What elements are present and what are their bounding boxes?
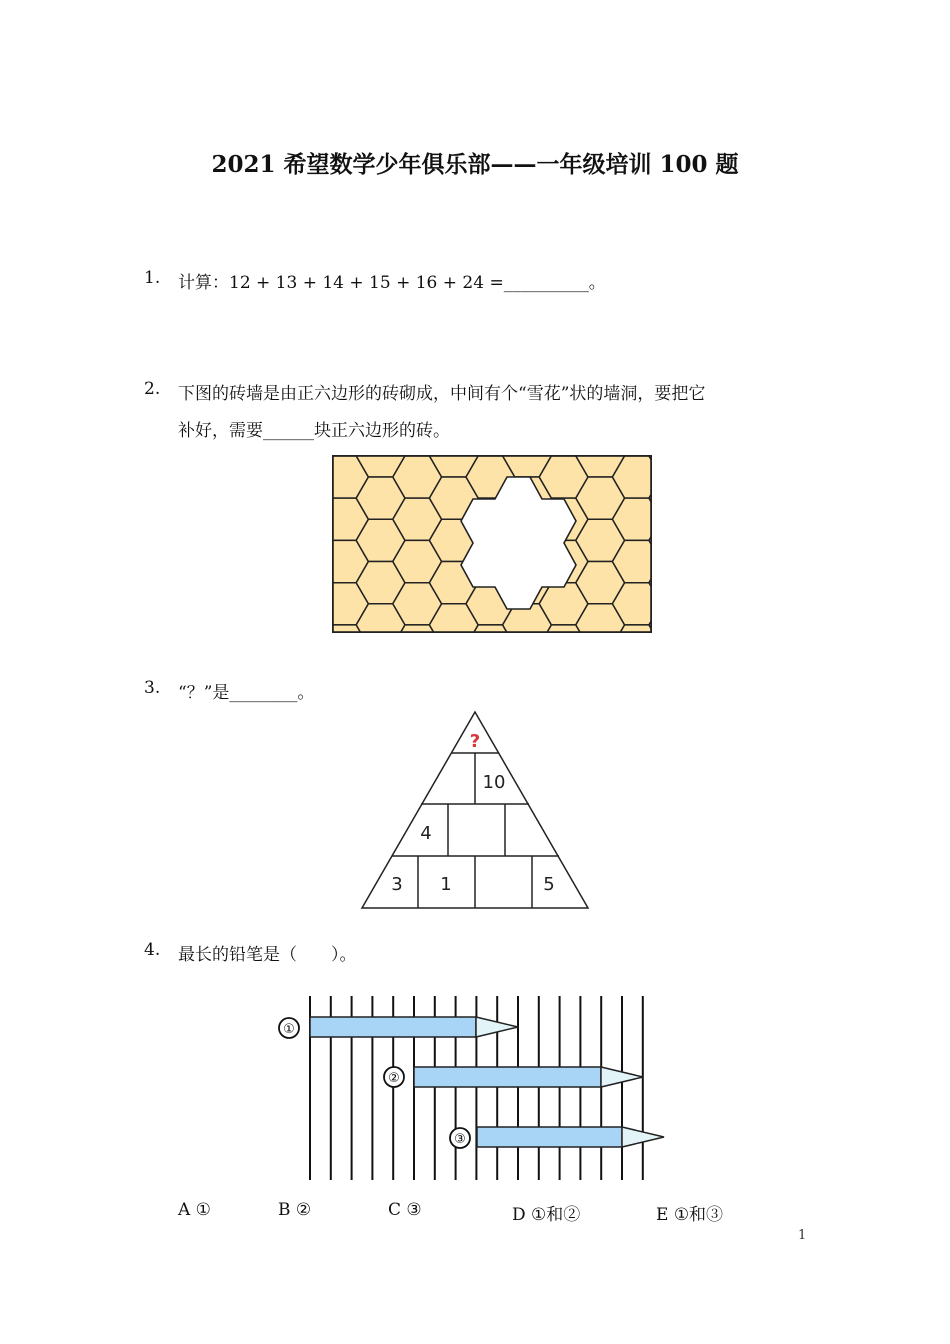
option-d[interactable]: D ①和②: [512, 1205, 581, 1225]
pencil-1: [310, 1017, 518, 1037]
pyramid-cell-r4-c1: 3: [391, 874, 403, 895]
question-4-number: 4.: [144, 940, 161, 960]
page-number: 1: [798, 1228, 807, 1243]
question-3-text: “？”是________。: [178, 683, 315, 703]
pencils-figure: [270, 992, 680, 1184]
pencil-2-label: ②: [388, 1071, 400, 1086]
pencil-3: [477, 1127, 664, 1147]
question-1-text: 计算：12 + 13 + 14 + 15 + 16 + 24 =__________。: [178, 273, 606, 293]
option-c[interactable]: C ③: [388, 1200, 422, 1220]
pyramid-question-mark: ?: [469, 731, 481, 752]
option-b[interactable]: B ②: [278, 1200, 312, 1220]
question-1-number: 1.: [144, 268, 161, 288]
hexagon-wall-figure: [332, 455, 652, 633]
pyramid-cell-r4-c2: 1: [440, 874, 452, 895]
option-a[interactable]: A ①: [178, 1200, 211, 1220]
question-2-text-line2: 补好，需要______块正六边形的砖。: [178, 421, 450, 441]
question-2-number: 2.: [144, 379, 161, 399]
question-2-text-line1: 下图的砖墙是由正六边形的砖砌成，中间有个“雪花”状的墙洞，要把它: [178, 384, 706, 404]
pyramid-cell-r4-c4: 5: [543, 874, 555, 895]
page-title: 2021 希望数学少年俱乐部——一年级培训 100 题: [211, 151, 739, 178]
number-pyramid-figure: [360, 710, 590, 910]
pencil-2: [414, 1067, 643, 1087]
pencil-3-label: ③: [454, 1132, 466, 1147]
pyramid-cell-r2-c2: 10: [482, 772, 506, 793]
question-3-number: 3.: [144, 678, 161, 698]
pyramid-cell-r3-c1: 4: [420, 823, 432, 844]
pencil-1-label: ①: [283, 1022, 295, 1037]
option-e[interactable]: E ①和③: [656, 1205, 724, 1225]
question-4-text: 最长的铅笔是（ ）。: [178, 945, 357, 965]
